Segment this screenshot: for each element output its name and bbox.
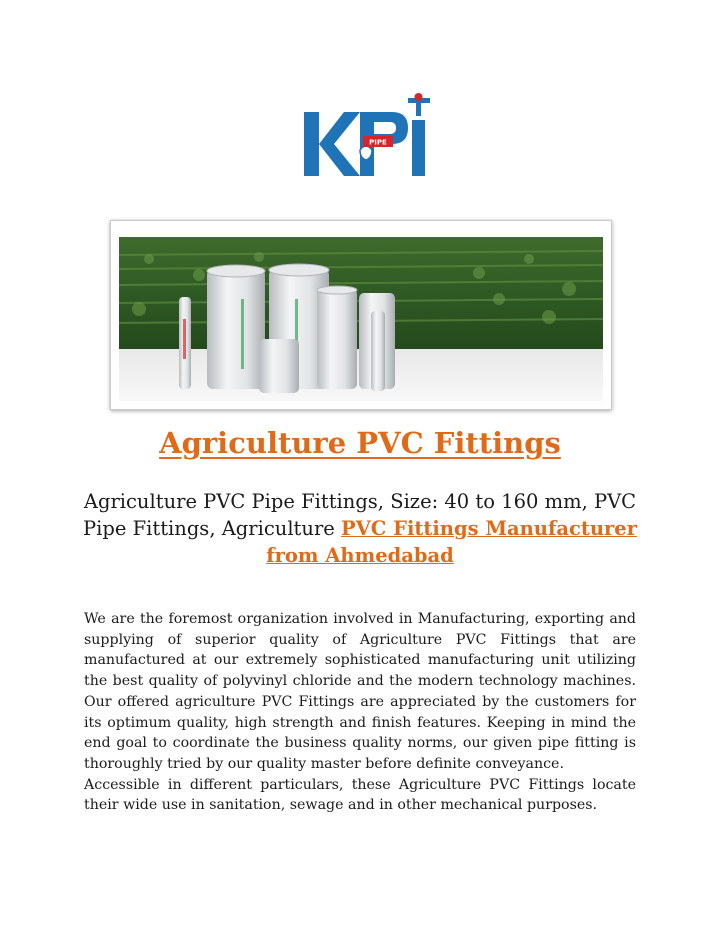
company-logo <box>300 92 440 192</box>
description-paragraph-1: We are the foremost organization involved in Manufacturing, exporting and supplying of superior quality of Agriculture PVC Fittings that are manufactured at our extremely sophisticated manufacturing unit utilizing the best quality of polyvinyl chloride and the modern technology machines. Our offered agriculture PVC Fittings are appreciated by the customers for its optimum quality, high strength and finish features. Keeping in mind the end goal to coordinate the business quality norms, our given pipe fitting is thoroughly tried by our quality master before definite conveyance. <box>84 611 636 772</box>
description-paragraph-2: Accessible in different particulars, these Agriculture PVC Fittings locate their wide use in sanitation, sewage and in other mechanical purposes. <box>84 776 636 814</box>
manufacturer-link[interactable]: PVC Fittings Manufacturer from Ahmedabad <box>266 517 637 567</box>
hero-image <box>110 220 612 410</box>
subtitle-text: Agriculture PVC Pipe Fittings, Size: 40 to 160 mm, PVC Pipe Fittings, Agriculture <box>83 490 637 540</box>
page-title: Agriculture PVC Fittings <box>159 426 561 460</box>
description-body <box>84 609 636 816</box>
logo-badge-text: PIPE <box>369 138 387 147</box>
page-subtitle <box>82 488 638 569</box>
